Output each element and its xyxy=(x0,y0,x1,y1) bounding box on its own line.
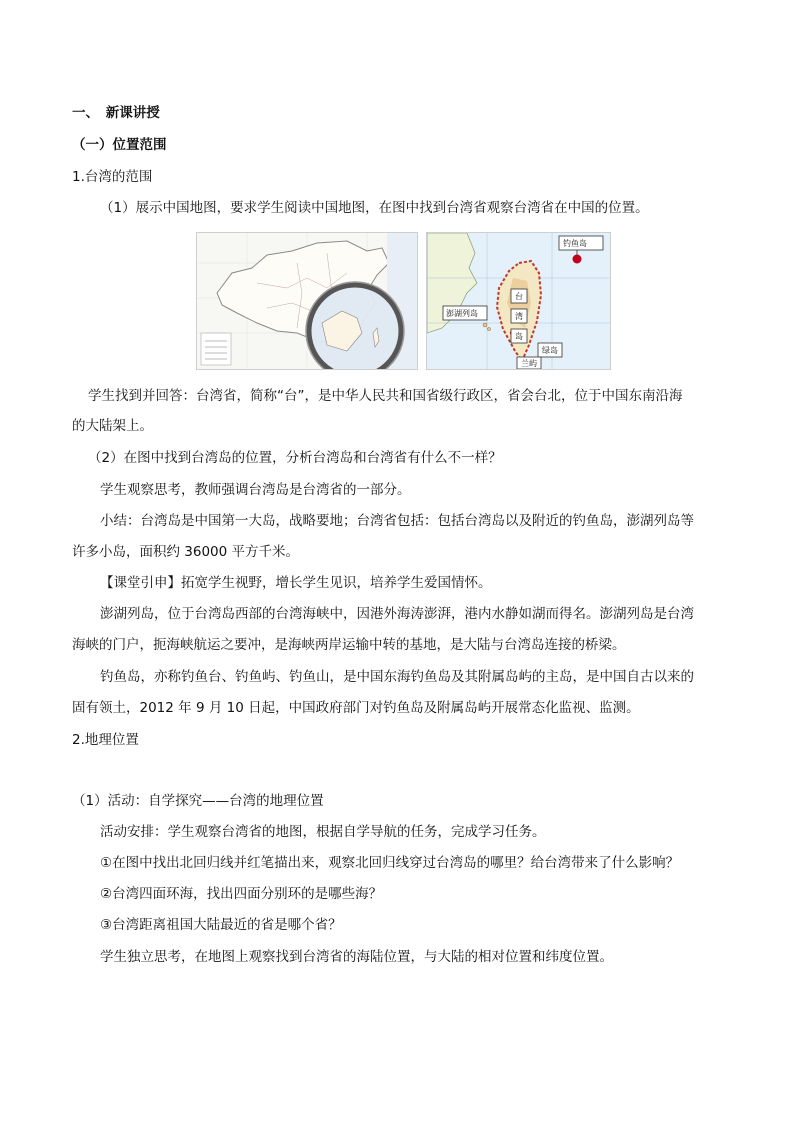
question-3: ③台湾距离祖国大陆最近的省是哪个省？ xyxy=(100,917,342,933)
penghu-label: 澎湖列岛 xyxy=(446,309,478,318)
heading-new-lesson: 一、 新课讲授 xyxy=(72,105,160,121)
paragraph-question-2: （2）在图中找到台湾岛的位置，分析台湾岛和台湾省有什么不一样？ xyxy=(88,450,502,466)
paragraph-teacher-emphasis: 学生观察思考，教师强调台湾岛是台湾省的一部分。 xyxy=(100,482,411,498)
paragraph-penghu-line1: 澎湖列岛，位于台湾岛西部的台湾海峡中，因港外海涛澎湃，港内水静如湖而得名。澎湖列岛是台湾 xyxy=(100,606,694,622)
paragraph-activity: （1）活动：自学探究——台湾的地理位置 xyxy=(72,793,324,809)
taiwan-map xyxy=(426,232,611,370)
paragraph-summary-line2: 许多小岛，面积约 36000 平方千米。 xyxy=(72,544,300,560)
paragraph-student-thinking: 学生独立思考，在地图上观察找到台湾省的海陆位置，与大陆的相对位置和纬度位置。 xyxy=(100,949,613,965)
paragraph-activity-arrangement: 活动安排：学生观察台湾省的地图，根据自学导航的任务，完成学习任务。 xyxy=(100,824,546,840)
question-2: ②台湾四面环海，找出四面分别环的是哪些海？ xyxy=(100,886,383,902)
paragraph-diaoyu-line1: 钓鱼岛，亦称钓鱼台、钓鱼屿、钓鱼山，是中国东海钓鱼岛及其附属岛屿的主岛，是中国自古以来的 xyxy=(100,669,694,685)
paragraph-summary-line1: 小结：台湾岛是中国第一大岛，战略要地；台湾省包括：包括台湾岛以及附近的钓鱼岛，澎湖列岛等 xyxy=(100,513,694,529)
paragraph-show-map: （1）展示中国地图，要求学生阅读中国地图，在图中找到台湾省观察台湾省在中国的位置。 xyxy=(100,200,649,216)
taiwan-char-2: 湾 xyxy=(515,312,523,321)
section-taiwan-range: 1.台湾的范围 xyxy=(72,169,153,185)
diaoyu-marker xyxy=(573,255,582,264)
paragraph-diaoyu-line2: 固有领土，2012 年 9 月 10 日起，中国政府部门对钓鱼岛及附属岛屿开展常态化监视、监测。 xyxy=(72,700,640,716)
paragraph-student-answer-line2: 的大陆架上。 xyxy=(72,418,153,434)
lanyu-label: 兰屿 xyxy=(521,359,537,368)
paragraph-penghu-line2: 海峡的门户，扼海峡航运之要冲，是海峡两岸运输中转的基地，是大陆与台湾岛连接的桥梁。 xyxy=(72,637,626,653)
question-1: ①在图中找出北回归线并红笔描出来，观察北回归线穿过台湾岛的哪里？给台湾带来了什么影响？ xyxy=(100,855,680,871)
taiwan-map-graphic xyxy=(427,233,610,369)
diaoyu-label: 钓鱼岛 xyxy=(563,239,587,248)
china-map-graphic xyxy=(197,233,417,369)
taiwan-char-1: 台 xyxy=(515,292,523,301)
map-figure xyxy=(196,232,612,368)
heading-location-range: （一）位置范围 xyxy=(72,137,167,153)
taiwan-char-3: 岛 xyxy=(515,332,523,341)
section-geographic-location: 2.地理位置 xyxy=(72,732,139,748)
paragraph-extension: 【课堂引申】拓宽学生视野，增长学生见识，培养学生爱国情怀。 xyxy=(100,575,492,591)
paragraph-student-answer-line1: 学生找到并回答：台湾省，简称“台”，是中华人民共和国省级行政区，省会台北，位于中国东南沿海 xyxy=(88,388,683,404)
ludao-label: 绿岛 xyxy=(542,346,558,355)
china-map xyxy=(196,232,418,370)
